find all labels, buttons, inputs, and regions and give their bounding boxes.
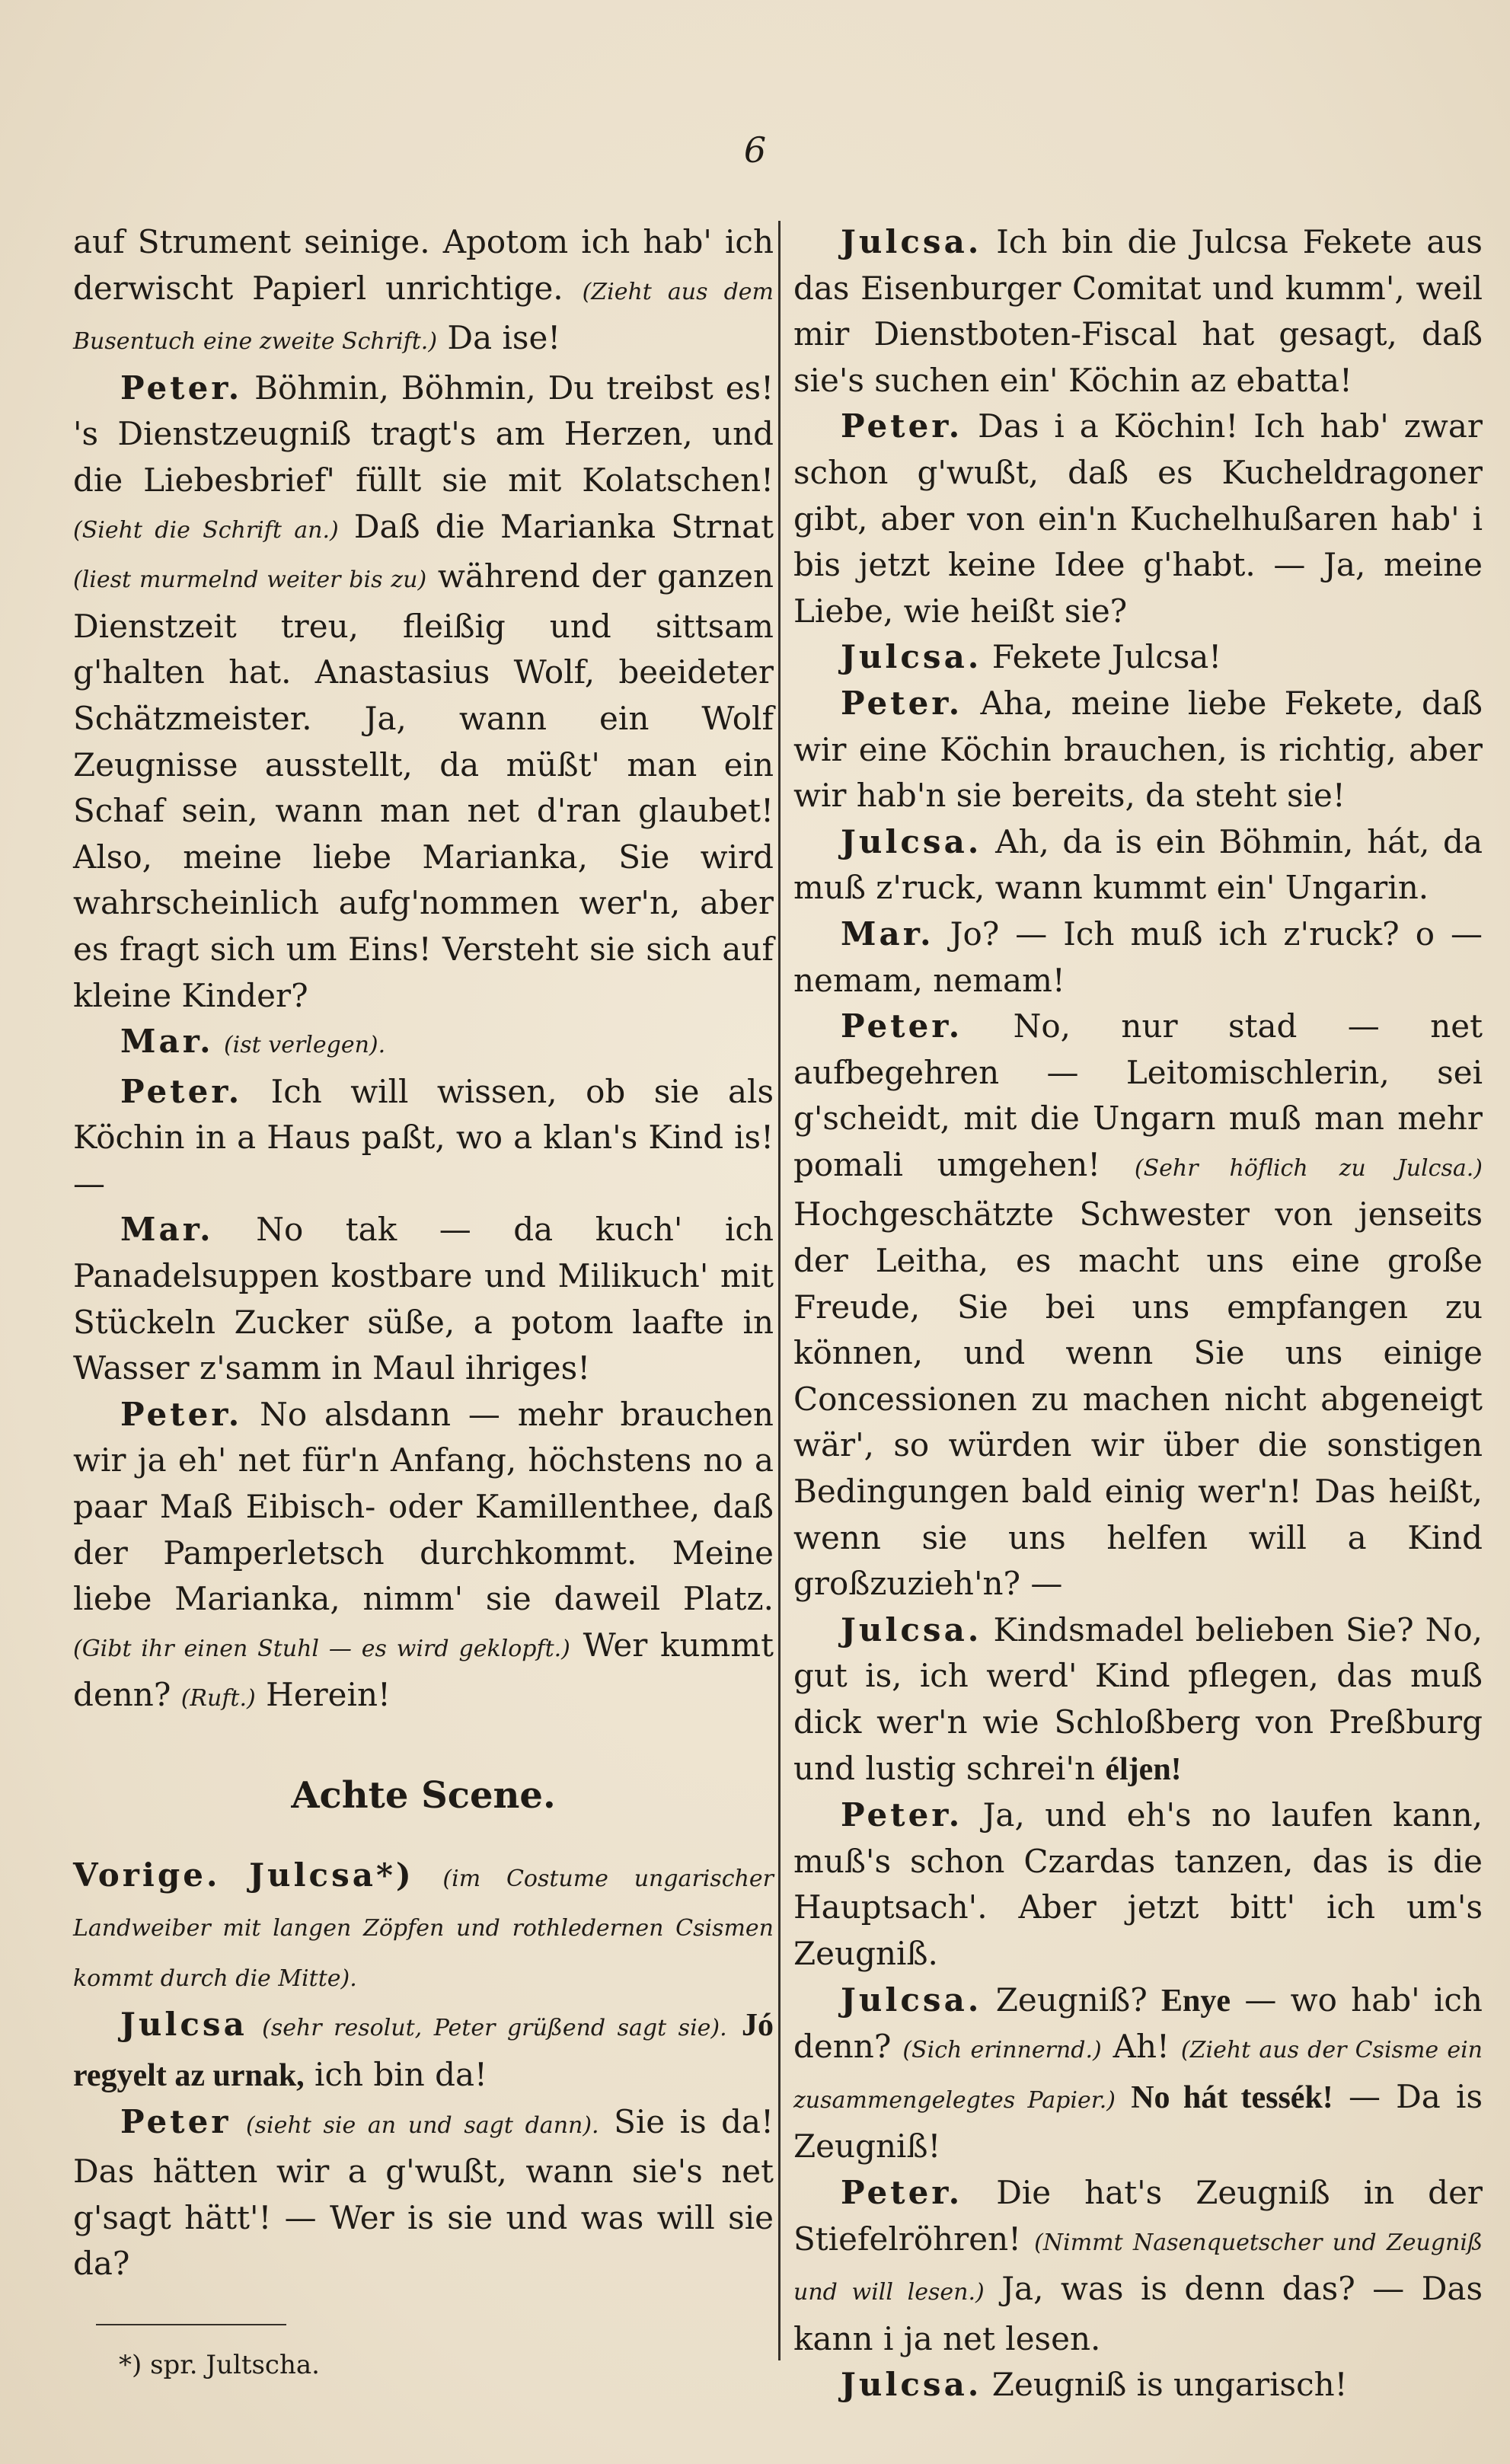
stage-direction: (Sich erinnernd.)	[902, 2037, 1102, 2064]
dialogue-text: Ja, was is denn das? — Das kann i ja net lesen.	[793, 2270, 1483, 2357]
footnote-rule	[96, 2324, 286, 2325]
paragraph	[73, 219, 774, 365]
dialogue-text: auf Strument seinige. Apotom ich hab' ich derwischt Papierl unrichtige.	[73, 223, 774, 307]
dialogue-text: Ich will wissen, ob sie als Köchin in a Haus paßt, wo a klan's Kind is! —	[73, 1072, 774, 1202]
dialogue-text: Kindsmadel belieben Sie? No, gut is, ich werd' Kind pflegen, das muß dick wer'n wie Schloßberg von Preßburg und lustig schrei'n	[793, 1610, 1483, 1787]
stage-direction: (Zieht aus der Csisme ein zusammengelegtes Papier.)	[793, 2037, 1483, 2114]
paragraph	[793, 219, 1483, 404]
speaker-name: Vorige.	[73, 1856, 221, 1894]
stage-direction: (Sieht die Schrift an.)	[73, 516, 339, 544]
hungarian-phrase: No hát tessék!	[1131, 2079, 1333, 2115]
dialogue-text: Aha, meine liebe Fekete, daß wir eine Köchin brauchen, is richtig, aber wir hab'n sie bereits, da steht sie!	[793, 684, 1483, 815]
stage-direction: (Zieht aus dem Busentuch eine zweite Schrift.)	[73, 278, 774, 356]
dialogue-text: Hochgeschätzte Schwester von jenseits der Leitha, es macht uns eine große Freude, Sie bei uns empfangen zu können, und wenn Sie uns einige Concessionen zu machen nicht abgeneigt wär', so würden wir über die sonstigen Bedingungen bald einig wer'n! Das heißt, wenn sie uns helfen will a Kind großzuzieh'n? —	[793, 1195, 1483, 1603]
stage-direction: (liest murmelnd weiter bis zu)	[73, 567, 427, 594]
speaker-name: Mar.	[120, 1023, 214, 1061]
speaker-name: Julcsa.	[841, 223, 982, 260]
dialogue-text: — Da is Zeugniß!	[793, 2077, 1483, 2166]
dialogue-text: Jo? — Ich muß ich z'ruck? o — nemam, nemam!	[793, 914, 1483, 999]
dialogue-text: No alsdann — mehr brauchen wir ja eh' net für'n Anfang, höchstens no a paar Maß Eibisch- oder Kamillenthee, daß der Pamperletsch durchkommt. Meine liebe Marianka, nimm' sie daweil Platz.	[73, 1395, 774, 1618]
speaker-name: Peter.	[841, 684, 963, 722]
paragraph	[73, 1207, 774, 1391]
dialogue-text: Ah!	[1113, 2028, 1170, 2066]
dialogue-text: Zeugniß?	[995, 1980, 1148, 2019]
dialogue-text: Böhmin, Böhmin, Du treibst es! 's Dienstzeugniß tragt's am Herzen, und die Liebesbrief' füllt sie mit Kolatschen!	[73, 369, 774, 499]
paragraph	[793, 1792, 1483, 1977]
footnote: *) spr. Jultscha.	[119, 2349, 320, 2380]
paragraph	[73, 2002, 774, 2099]
stage-direction: (Nimmt Nasenquetscher und Zeugniß und will lesen.)	[793, 2229, 1483, 2306]
paragraph	[73, 2099, 774, 2287]
paragraph	[793, 681, 1483, 819]
dialogue-text: Da ise!	[447, 319, 561, 357]
dialogue-text: Das i a Köchin! Ich hab' zwar schon g'wußt, daß es Kucheldragoner gibt, aber von ein'n Kuchelhußaren hab' i bis jetzt keine Idee g'habt. — Ja, meine Liebe, wie heißt sie?	[793, 407, 1483, 630]
left-column	[73, 219, 774, 2389]
dialogue-text: Ah, da is ein Böhmin, hát, da muß z'ruck, wann kummt ein' Ungarin.	[793, 822, 1483, 907]
paragraph	[793, 1004, 1483, 1607]
paragraph	[793, 819, 1483, 911]
dialogue-text: No, nur stad — net aufbegehren — Leitomischlerin, sei g'scheidt, mit die Ungarn muß man mehr pomali umgehen!	[793, 1007, 1483, 1183]
speaker-name: Julcsa.	[841, 2366, 982, 2404]
speaker-name: Peter.	[841, 1796, 963, 1834]
paragraph	[73, 1853, 774, 2003]
speaker-name: Peter.	[120, 1072, 243, 1110]
speaker-name: Peter.	[841, 2173, 963, 2211]
paragraph	[793, 1607, 1483, 1792]
paragraph	[793, 2362, 1483, 2408]
speaker-name: Julcsa.	[841, 1980, 982, 2019]
dialogue-text: Daß die Marianka Strnat	[353, 507, 774, 545]
dialogue-text: Die hat's Zeugniß in der Stiefelröhren!	[793, 2173, 1483, 2258]
hungarian-phrase: éljen!	[1105, 1751, 1182, 1787]
stage-direction: (im Costume ungarischer Landweiber mit langen Zöpfen und rothledernen Csismen kommt durch die Mitte).	[73, 1865, 774, 1992]
stage-direction: (ist verlegen).	[223, 1032, 386, 1059]
dialogue-text: Zeugniß is ungarisch!	[991, 2366, 1348, 2404]
dialogue-text: Herein!	[266, 1676, 391, 1714]
paragraph	[793, 2170, 1483, 2362]
stage-direction: (Sehr höflich zu Julcsa.)	[1134, 1154, 1483, 1182]
speaker-name: Peter.	[120, 1395, 243, 1433]
dialogue-text: Wer kummt denn?	[73, 1626, 774, 1714]
paragraph	[73, 1392, 774, 1722]
stage-direction: (sieht sie an und sagt dann).	[245, 2111, 599, 2139]
dialogue-text: Ja, und eh's no laufen kann, muß's schon Czardas tanzen, das is die Hauptsach'. Aber jetzt bitt' ich um's Zeugniß.	[793, 1796, 1483, 1972]
dialogue-text: No tak — da kuch' ich Panadelsuppen kostbare und Milikuch' mit Stückeln Zucker süße, a potom laafte in Wasser z'samm in Maul ihriges!	[73, 1211, 774, 1387]
character-name: Julcsa*)	[249, 1856, 414, 1894]
speaker-name: Peter	[120, 2102, 231, 2140]
hungarian-phrase: Enye	[1161, 1983, 1231, 2019]
speaker-name: Julcsa	[120, 2006, 247, 2044]
speaker-name: Julcsa.	[841, 822, 982, 860]
speaker-name: Julcsa.	[841, 1610, 982, 1649]
paragraph	[73, 365, 774, 1019]
dialogue-text: Fekete Julcsa!	[991, 638, 1222, 676]
column-divider	[778, 221, 781, 2360]
paragraph	[793, 911, 1483, 1004]
speaker-name: Peter.	[120, 369, 243, 407]
hungarian-phrase: Jó regyelt az urnak,	[73, 2008, 774, 2093]
speaker-name: Peter.	[841, 407, 963, 445]
speaker-name: Mar.	[841, 914, 934, 953]
paragraph	[793, 634, 1483, 681]
stage-direction: (Ruft.)	[180, 1685, 256, 1712]
page-number: 6	[743, 129, 767, 171]
right-column	[793, 219, 1483, 2408]
paragraph	[73, 1019, 774, 1069]
scene-heading: Achte Scene.	[291, 1774, 556, 1817]
dialogue-text: ich bin da!	[314, 2055, 487, 2093]
stage-direction: (sehr resolut, Peter grüßend sagt sie).	[262, 2015, 727, 2042]
stage-direction: (Gibt ihr einen Stuhl — es wird geklopft.)	[73, 1635, 570, 1662]
dialogue-text: Sie is da! Das hätten wir a g'wußt, wann sie's net g'sagt hätt'! — Wer is sie und was will sie da?	[73, 2102, 774, 2283]
paragraph	[73, 1069, 774, 1208]
paragraph	[793, 1977, 1483, 2170]
dialogue-text: — wo hab' ich denn?	[793, 1980, 1483, 2066]
dialogue-text: Ich bin die Julcsa Fekete aus das Eisenburger Comitat und kumm', weil mir Dienstboten-Fiscal hat gesagt, daß sie's suchen ein' Köchin az ebatta!	[793, 223, 1483, 399]
speaker-name: Julcsa.	[841, 638, 982, 676]
dialogue-text: während der ganzen Dienstzeit treu, fleißig und sittsam g'halten hat. Anastasius Wolf, beeideter Schätzmeister. Ja, wann ein Wolf Zeugnisse ausstellt, da müßt' man ein Schaf sein, wann man net d'ran glaubet! Also, meine liebe Marianka, Sie wird wahrscheinlich aufg'nommen wer'n, aber es fragt sich um Eins! Versteht sie sich auf kleine Kinder?	[73, 557, 774, 1014]
speaker-name: Mar.	[120, 1211, 214, 1249]
paragraph	[793, 404, 1483, 634]
speaker-name: Peter.	[841, 1007, 963, 1045]
